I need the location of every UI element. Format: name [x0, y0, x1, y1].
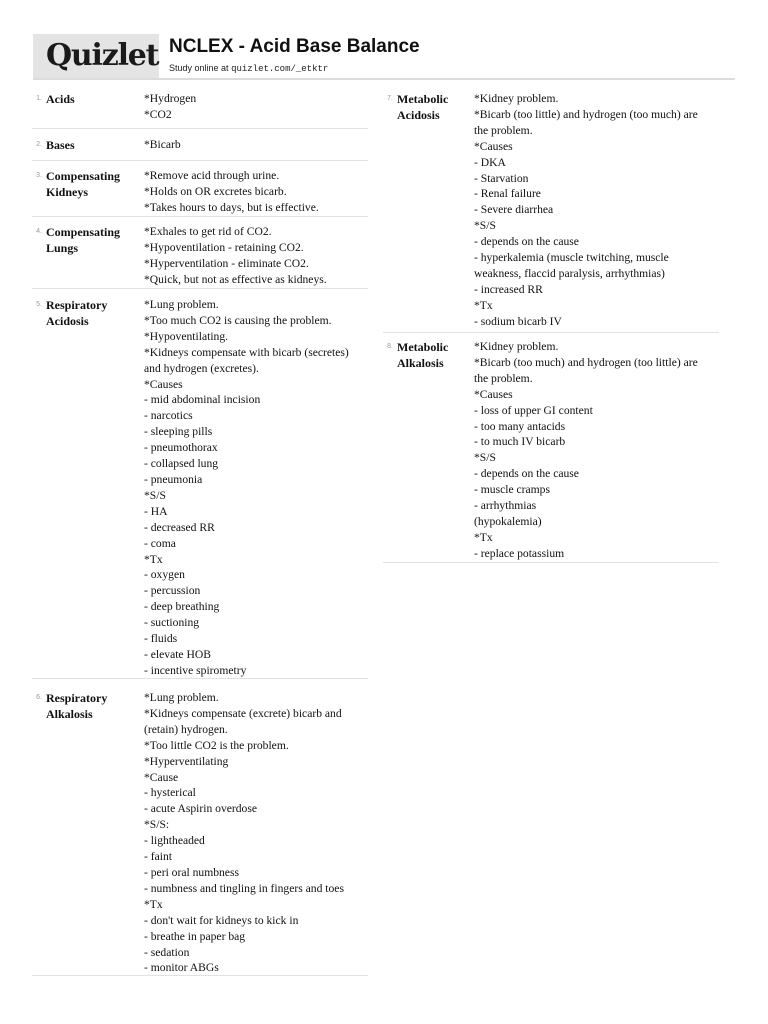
header-divider — [33, 78, 735, 80]
card-term: Respiratory Alkalosis — [46, 691, 108, 721]
card-definition: *Lung problem. *Too much CO2 is causing the problem. *Hypoventilating. *Kidneys compensate with bicarb (secretes) and hydrogen (excretes). *Causes - mid abdominal incision - narcotics - sleeping pills - pneumothorax - collapsed lung - pneumonia *S/S - HA - decreased RR - coma *Tx - oxygen - percussion - deep breathing - suctioning - fluids - elevate HOB - incentive spirometry — [144, 298, 349, 677]
card-bases — [32, 129, 368, 161]
card-number: 3. — [36, 172, 42, 179]
card-metabolic-alkalosis — [383, 333, 719, 563]
card-number: 1. — [36, 95, 42, 102]
card-compensating-kidneys — [32, 161, 368, 217]
card-respiratory-alkalosis — [32, 679, 368, 976]
card-term: Metabolic Acidosis — [397, 92, 449, 122]
card-term: Bases — [46, 138, 75, 152]
card-metabolic-acidosis — [383, 91, 719, 333]
card-term: Compensating Lungs — [46, 225, 121, 255]
card-respiratory-acidosis — [32, 289, 368, 679]
card-definition: *Lung problem. *Kidneys compensate (excrete) bicarb and (retain) hydrogen. *Too little CO2 is the problem. *Hyperventilating *Cause - hysterical - acute Aspirin overdose *S/S: - lightheaded - faint - peri oral numbness - numbness and tingling in fingers and toes *Tx - don't wait for kidneys to kick in - breathe in paper bag - sedation - monitor ABGs — [144, 691, 344, 975]
quizlet-logo: Quizlet — [46, 38, 159, 73]
card-number: 8. — [387, 343, 393, 350]
left-column — [32, 91, 368, 976]
right-column — [383, 91, 719, 563]
card-number: 7. — [387, 95, 393, 102]
card-acids — [32, 91, 368, 129]
card-number: 2. — [36, 141, 42, 148]
card-number: 4. — [36, 228, 42, 235]
card-definition: *Exhales to get rid of CO2. *Hypoventilation - retaining CO2. *Hyperventilation - eliminate CO2. *Quick, but not as effective as kidneys. — [144, 225, 327, 286]
page-title: NCLEX - Acid Base Balance — [169, 36, 420, 57]
card-definition: *Kidney problem. *Bicarb (too little) and hydrogen (too much) are the problem. *Causes - DKA - Starvation - Renal failure - Severe diarrhea *S/S - depends on the cause - hyperkalemia (muscle twitching, muscle weakness, flaccid paralysis, arrhythmias) - increased RR *Tx - sodium bicarb IV — [474, 92, 698, 328]
card-compensating-lungs — [32, 217, 368, 289]
card-term: Metabolic Alkalosis — [397, 340, 449, 370]
card-term: Compensating Kidneys — [46, 169, 121, 199]
card-definition: *Bicarb — [144, 138, 181, 151]
study-online-line — [169, 62, 328, 75]
card-definition: *Kidney problem. *Bicarb (too much) and hydrogen (too little) are the problem. *Causes - loss of upper GI content - too many antacids - to much IV bicarb *S/S - depends on the cause - muscle cramps - arrhythmias (hypokalemia) *Tx - replace potassium — [474, 340, 698, 560]
card-number: 5. — [36, 301, 42, 308]
card-term: Respiratory Acidosis — [46, 298, 108, 328]
card-definition: *Hydrogen *CO2 — [144, 92, 197, 121]
card-term: Acids — [46, 92, 75, 106]
study-online-prefix: Study online at — [169, 63, 229, 73]
card-number: 6. — [36, 694, 42, 701]
study-online-url[interactable]: quizlet.com/_etktr — [231, 64, 329, 74]
card-definition: *Remove acid through urine. *Holds on OR excretes bicarb. *Takes hours to days, but is effective. — [144, 169, 319, 214]
